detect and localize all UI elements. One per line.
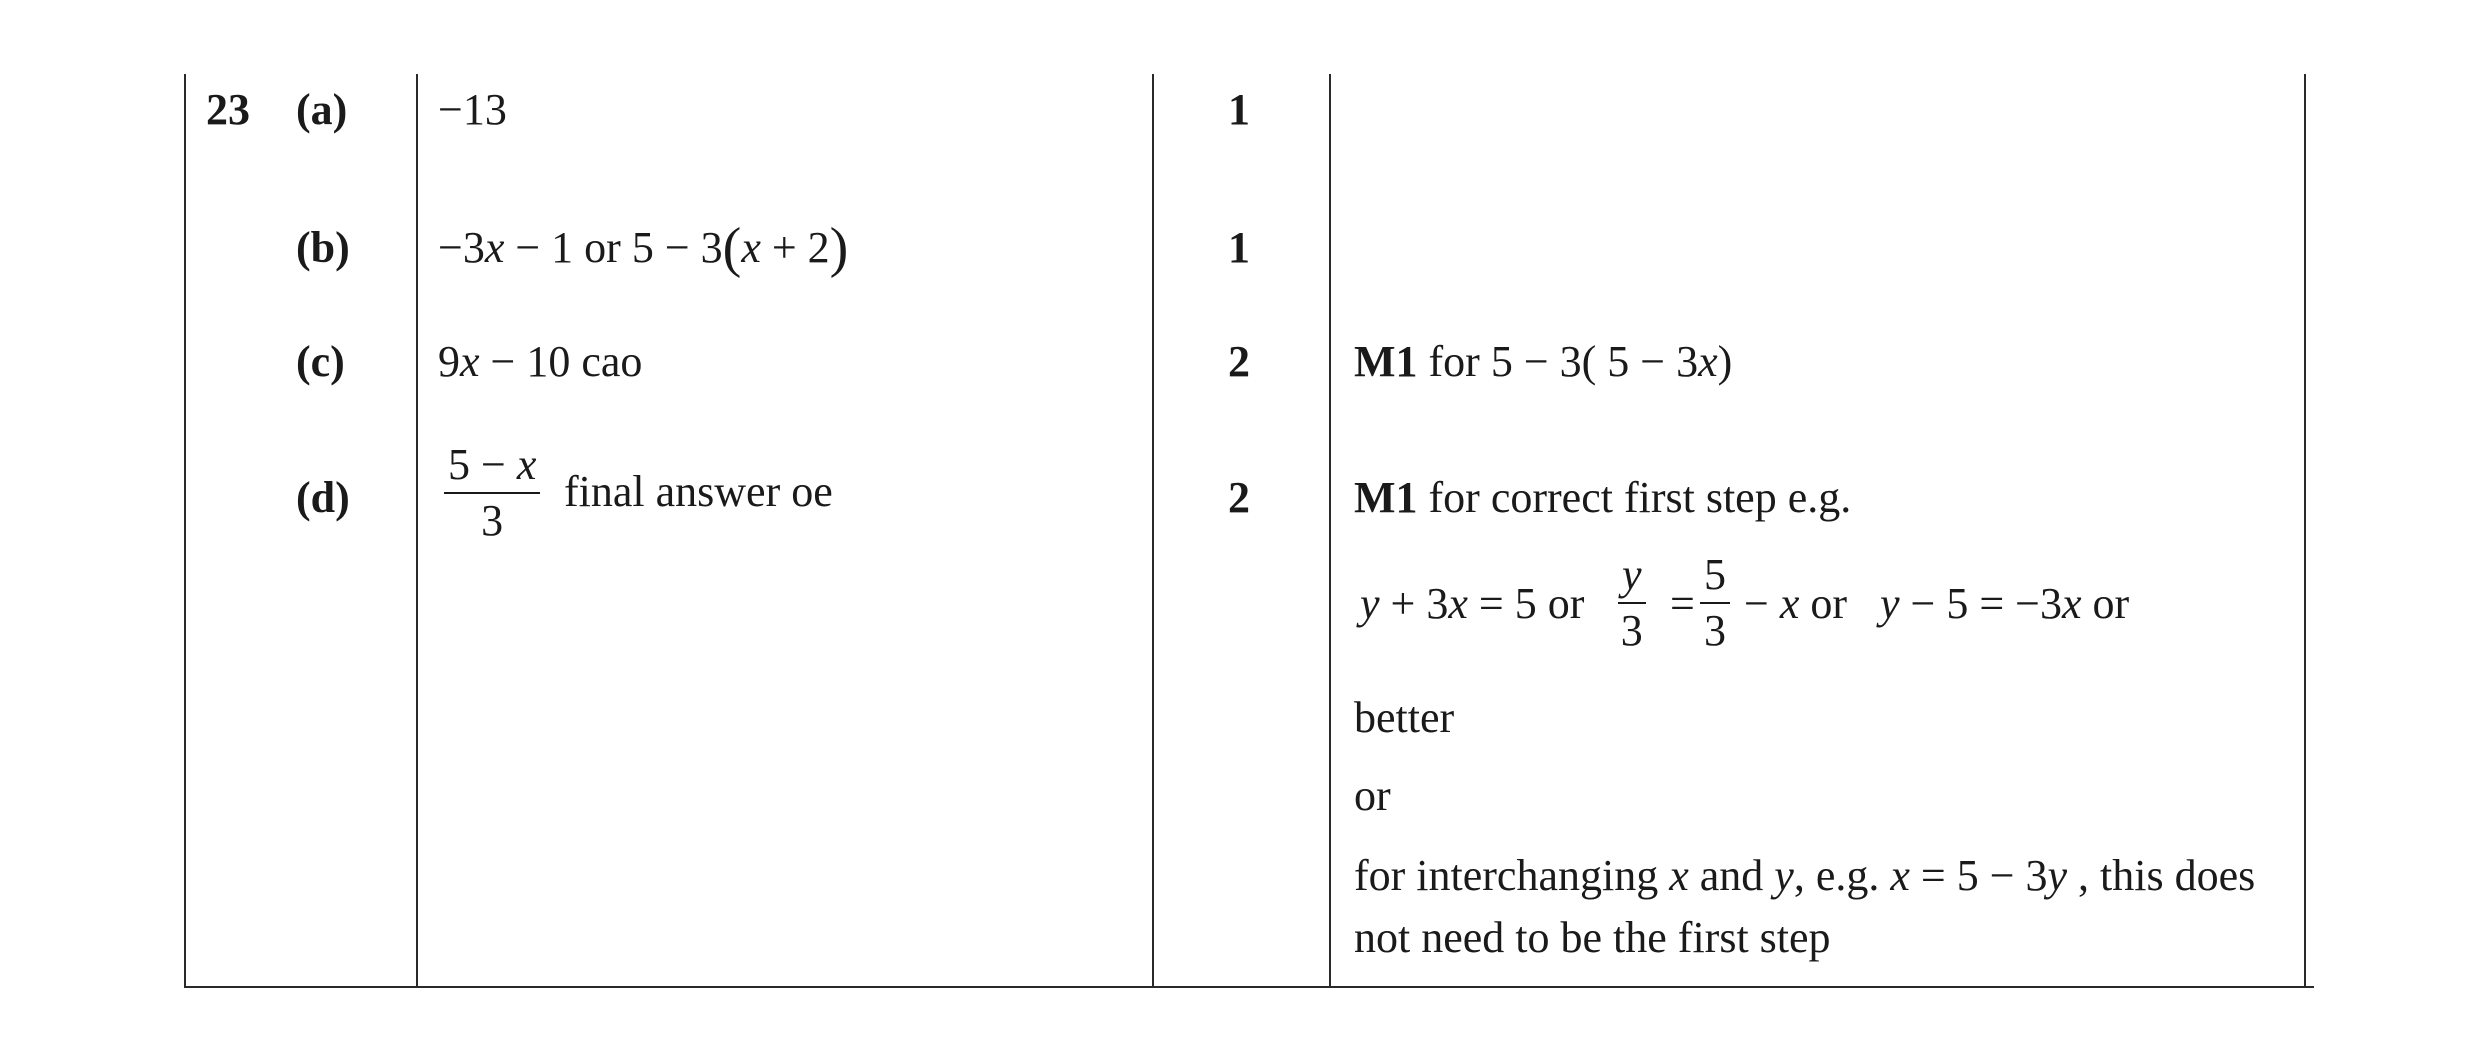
notes-d-eq1: y + 3x = 5 or bbox=[1360, 579, 1585, 628]
notes-d-frac-y-over-3: y 3 bbox=[1618, 550, 1646, 656]
answer-b: −3x − 1 or 5 − 3(x + 2) bbox=[438, 217, 849, 279]
mark-b: 1 bbox=[1228, 223, 1250, 272]
notes-c: M1 for 5 − 3( 5 − 3x) bbox=[1354, 337, 1733, 386]
notes-d-frac-5-over-3: 5 3 bbox=[1700, 550, 1730, 656]
table-border-left bbox=[184, 74, 186, 988]
notes-d-eq2-rest: − x or bbox=[1744, 579, 1848, 628]
mark-c: 2 bbox=[1228, 337, 1250, 386]
table-border-right bbox=[2304, 74, 2306, 988]
answer-d-suffix: final answer oe bbox=[564, 467, 833, 516]
part-label-c: (c) bbox=[296, 337, 345, 386]
part-label-a: (a) bbox=[296, 85, 348, 134]
answer-d-fraction: 5 − x 3 bbox=[444, 440, 540, 546]
table-border-bottom bbox=[184, 986, 2314, 988]
column-divider-mark bbox=[1152, 74, 1154, 988]
column-divider-answer bbox=[416, 74, 418, 988]
column-divider-notes bbox=[1329, 74, 1331, 988]
answer-a: −13 bbox=[438, 85, 507, 134]
part-label-b: (b) bbox=[296, 223, 350, 272]
notes-d-line1: M1 for correct first step e.g. bbox=[1354, 473, 1852, 522]
notes-d-last-line: not need to be the first step bbox=[1354, 913, 1831, 962]
part-label-d: (d) bbox=[296, 473, 350, 522]
notes-d-eq2-equals: = bbox=[1670, 579, 1695, 628]
notes-d-eq3: y − 5 = −3x or bbox=[1880, 579, 2130, 628]
notes-d-or: or bbox=[1354, 771, 1391, 820]
question-number: 23 bbox=[206, 85, 250, 134]
notes-d-interchange: for interchanging x and y, e.g. x = 5 − 3y , this does bbox=[1354, 851, 2256, 900]
answer-c: 9x − 10 cao bbox=[438, 337, 643, 386]
mark-d: 2 bbox=[1228, 473, 1250, 522]
notes-d-better: better bbox=[1354, 693, 1455, 742]
mark-a: 1 bbox=[1228, 85, 1250, 134]
